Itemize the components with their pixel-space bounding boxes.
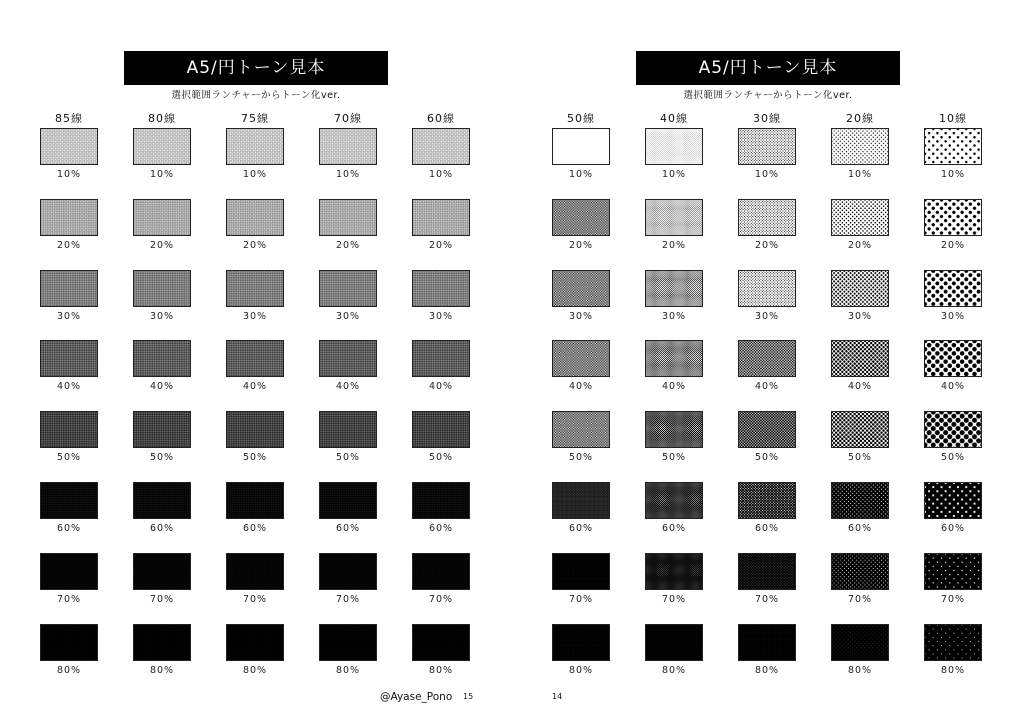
tone-swatch <box>226 411 284 448</box>
tone-swatch <box>552 199 610 236</box>
tone-swatch <box>645 553 703 590</box>
density-label: 60% <box>940 523 966 534</box>
density-label: 40% <box>56 381 82 393</box>
tone-swatch <box>40 411 98 448</box>
density-label: 30% <box>428 310 454 322</box>
tone-swatch <box>133 128 191 165</box>
density-label: 60% <box>149 523 175 534</box>
tone-swatch <box>738 340 796 377</box>
density-label: 80% <box>335 664 361 676</box>
tone-swatch <box>645 340 703 377</box>
density-label: 40% <box>149 381 175 393</box>
density-label: 30% <box>242 310 268 322</box>
density-label: 40% <box>242 381 268 393</box>
author-handle: @Ayase_Pono <box>380 691 453 703</box>
tone-swatch <box>412 411 470 448</box>
density-label: 60% <box>56 523 82 534</box>
tone-swatch <box>412 128 470 165</box>
density-label: 10% <box>847 169 873 180</box>
tone-swatch <box>552 340 610 377</box>
tone-swatch <box>831 553 889 590</box>
density-label: 40% <box>754 381 780 393</box>
tone-swatch <box>552 553 610 590</box>
tone-swatch <box>645 411 703 448</box>
density-label: 20% <box>56 239 82 251</box>
density-label: 80% <box>661 664 687 676</box>
density-label: 10% <box>661 169 687 180</box>
density-label: 50% <box>940 452 966 464</box>
density-label: 50% <box>661 452 687 464</box>
tone-swatch <box>319 411 377 448</box>
density-label: 50% <box>847 452 873 464</box>
density-label: 80% <box>149 664 175 676</box>
tone-swatch <box>924 340 982 377</box>
tone-swatch <box>924 553 982 590</box>
density-label: 70% <box>335 593 361 605</box>
density-label: 70% <box>242 593 268 605</box>
density-label: 50% <box>149 452 175 464</box>
density-label: 40% <box>428 381 454 393</box>
density-label: 60% <box>847 523 873 534</box>
tone-swatch <box>40 270 98 307</box>
tone-swatch <box>645 128 703 165</box>
density-label: 30% <box>661 310 687 322</box>
tone-swatch <box>924 411 982 448</box>
tone-swatch <box>412 482 470 519</box>
right-page <box>512 0 1024 727</box>
tone-swatch <box>738 411 796 448</box>
density-label: 40% <box>847 381 873 393</box>
tone-swatch <box>412 624 470 661</box>
tone-swatch <box>226 553 284 590</box>
density-label: 80% <box>56 664 82 676</box>
tone-swatch <box>133 411 191 448</box>
density-label: 40% <box>661 381 687 393</box>
density-label: 70% <box>661 593 687 605</box>
density-label: 60% <box>335 523 361 534</box>
tone-swatch <box>226 199 284 236</box>
tone-swatch <box>645 482 703 519</box>
density-label: 80% <box>242 664 268 676</box>
tone-swatch <box>412 270 470 307</box>
density-label: 80% <box>847 664 873 676</box>
density-label: 10% <box>754 169 780 180</box>
density-label: 30% <box>149 310 175 322</box>
tone-swatch <box>226 340 284 377</box>
tone-swatch <box>319 482 377 519</box>
tone-swatch <box>40 482 98 519</box>
column-header: 80線 <box>148 112 176 125</box>
tone-swatch <box>319 553 377 590</box>
density-label: 10% <box>940 169 966 180</box>
tone-swatch <box>831 624 889 661</box>
tone-swatch <box>40 128 98 165</box>
tone-swatch <box>412 553 470 590</box>
column-header: 60線 <box>427 112 455 125</box>
tone-swatch <box>133 482 191 519</box>
tone-swatch <box>645 199 703 236</box>
tone-swatch <box>319 624 377 661</box>
tone-swatch <box>552 482 610 519</box>
density-label: 10% <box>568 169 594 180</box>
density-label: 30% <box>335 310 361 322</box>
tone-swatch <box>552 624 610 661</box>
density-label: 60% <box>428 523 454 534</box>
density-label: 50% <box>56 452 82 464</box>
density-label: 50% <box>568 452 594 464</box>
density-label: 50% <box>335 452 361 464</box>
density-label: 60% <box>661 523 687 534</box>
tone-swatch <box>40 553 98 590</box>
tone-swatch <box>133 199 191 236</box>
tone-swatch <box>831 482 889 519</box>
density-label: 10% <box>428 169 454 180</box>
density-label: 60% <box>754 523 780 534</box>
density-label: 20% <box>149 239 175 251</box>
page-subtitle: 選択範囲ランチャーからトーン化ver. <box>683 90 853 101</box>
density-label: 80% <box>568 664 594 676</box>
tone-swatch <box>133 553 191 590</box>
tone-swatch <box>319 340 377 377</box>
tone-swatch <box>40 199 98 236</box>
density-label: 60% <box>242 523 268 534</box>
density-label: 80% <box>428 664 454 676</box>
column-header: 20線 <box>846 112 874 125</box>
tone-swatch <box>831 128 889 165</box>
tone-swatch <box>924 128 982 165</box>
column-header: 70線 <box>334 112 362 125</box>
density-label: 20% <box>661 239 687 251</box>
density-label: 50% <box>428 452 454 464</box>
density-label: 70% <box>428 593 454 605</box>
density-label: 70% <box>149 593 175 605</box>
density-label: 70% <box>940 593 966 605</box>
tone-swatch <box>645 624 703 661</box>
density-label: 20% <box>568 239 594 251</box>
tone-swatch <box>924 482 982 519</box>
density-label: 30% <box>940 310 966 322</box>
tone-swatch <box>319 270 377 307</box>
tone-swatch <box>412 340 470 377</box>
tone-swatch <box>133 270 191 307</box>
tone-swatch <box>831 340 889 377</box>
density-label: 60% <box>568 523 594 534</box>
density-label: 10% <box>149 169 175 180</box>
density-label: 10% <box>335 169 361 180</box>
tone-swatch <box>738 199 796 236</box>
density-label: 20% <box>335 239 361 251</box>
tone-swatch <box>831 199 889 236</box>
density-label: 50% <box>242 452 268 464</box>
density-label: 50% <box>754 452 780 464</box>
density-label: 10% <box>56 169 82 180</box>
column-header: 40線 <box>660 112 688 125</box>
density-label: 30% <box>847 310 873 322</box>
tone-swatch <box>552 270 610 307</box>
tone-swatch <box>738 553 796 590</box>
density-label: 20% <box>428 239 454 251</box>
density-label: 40% <box>568 381 594 393</box>
density-label: 40% <box>940 381 966 393</box>
density-label: 10% <box>242 169 268 180</box>
tone-swatch <box>133 624 191 661</box>
density-label: 30% <box>56 310 82 322</box>
tone-swatch <box>552 411 610 448</box>
column-header: 50線 <box>567 112 595 125</box>
tone-swatch <box>924 624 982 661</box>
tone-swatch <box>645 270 703 307</box>
page-subtitle: 選択範囲ランチャーからトーン化ver. <box>171 90 341 101</box>
page-number-left: 15 <box>463 692 474 701</box>
tone-swatch <box>831 411 889 448</box>
tone-swatch <box>831 270 889 307</box>
tone-swatch <box>738 482 796 519</box>
density-label: 20% <box>940 239 966 251</box>
tone-swatch <box>319 128 377 165</box>
density-label: 20% <box>754 239 780 251</box>
density-label: 70% <box>847 593 873 605</box>
density-label: 20% <box>847 239 873 251</box>
tone-swatch <box>552 128 610 165</box>
tone-swatch <box>40 340 98 377</box>
density-label: 80% <box>754 664 780 676</box>
page-number-right: 14 <box>552 692 563 701</box>
density-label: 80% <box>940 664 966 676</box>
tone-swatch <box>133 340 191 377</box>
tone-swatch <box>924 270 982 307</box>
tone-swatch <box>738 270 796 307</box>
tone-swatch <box>226 624 284 661</box>
column-header: 10線 <box>939 112 967 125</box>
tone-swatch <box>412 199 470 236</box>
column-header: 30線 <box>753 112 781 125</box>
column-header: 75線 <box>241 112 269 125</box>
tone-swatch <box>738 128 796 165</box>
density-label: 20% <box>242 239 268 251</box>
tone-swatch <box>226 482 284 519</box>
tone-swatch <box>924 199 982 236</box>
density-label: 40% <box>335 381 361 393</box>
tone-swatch <box>319 199 377 236</box>
density-label: 70% <box>56 593 82 605</box>
density-label: 70% <box>754 593 780 605</box>
density-label: 30% <box>568 310 594 322</box>
tone-swatch <box>40 624 98 661</box>
tone-swatch <box>226 270 284 307</box>
page-title: A5/円トーン見本 <box>636 51 900 85</box>
tone-swatch <box>738 624 796 661</box>
density-label: 30% <box>754 310 780 322</box>
column-header: 85線 <box>55 112 83 125</box>
density-label: 70% <box>568 593 594 605</box>
page-title: A5/円トーン見本 <box>124 51 388 85</box>
tone-swatch <box>226 128 284 165</box>
